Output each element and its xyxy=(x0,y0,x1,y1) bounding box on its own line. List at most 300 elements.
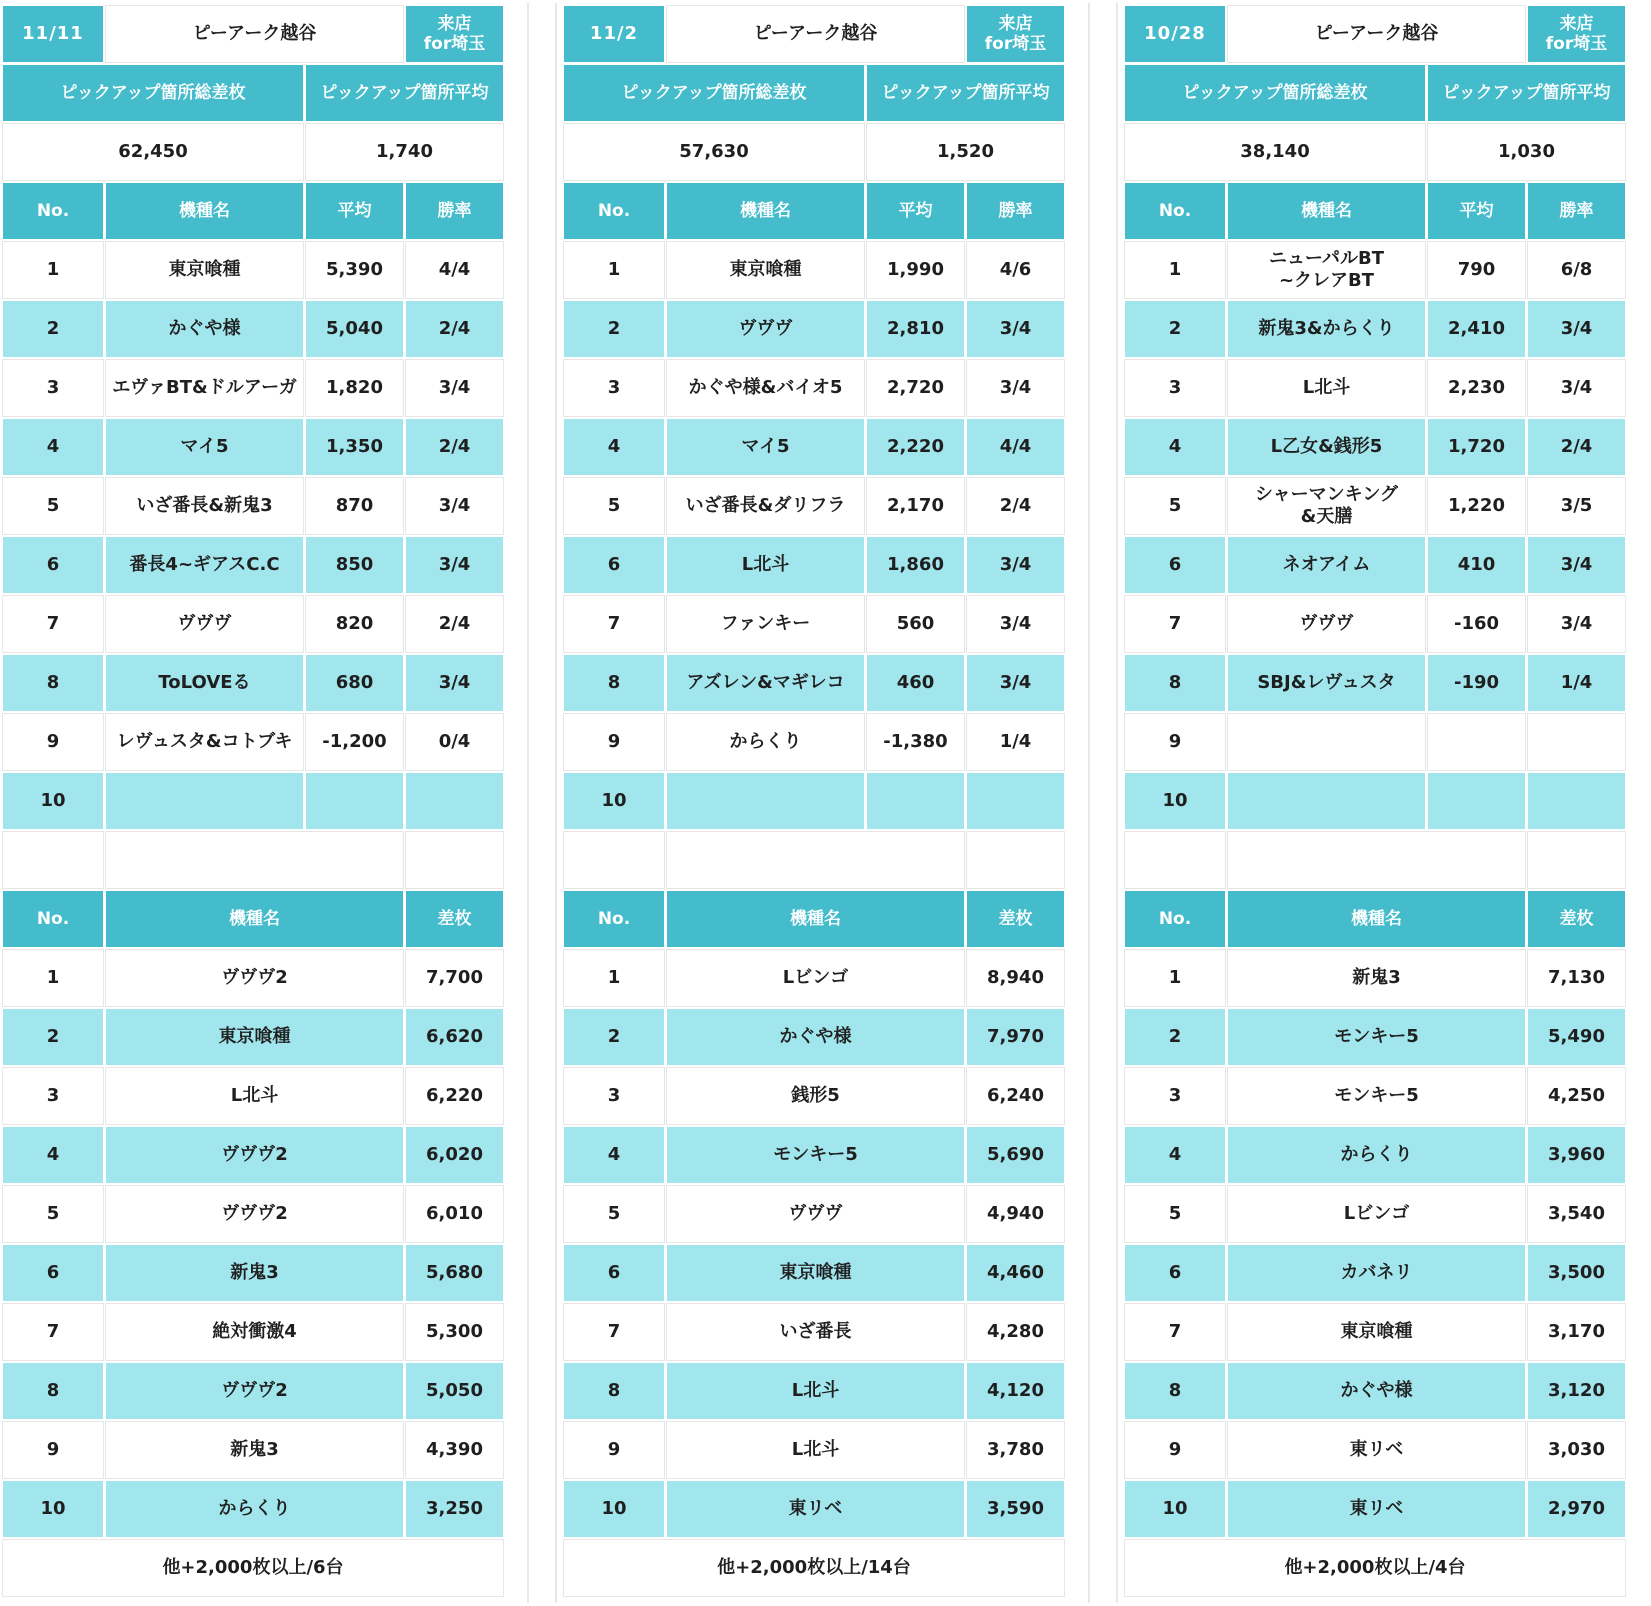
rank-cell: 5 xyxy=(1125,1186,1225,1242)
rank-cell: 6 xyxy=(564,537,664,593)
machine-name-cell: 東京喰種 xyxy=(106,1009,403,1065)
top-row xyxy=(1125,1422,1625,1478)
win-rate-cell: 6/8 xyxy=(1528,242,1625,298)
spacer-cell xyxy=(1125,832,1225,888)
difference-cell: 8,940 xyxy=(967,950,1064,1006)
pickup-row xyxy=(564,478,1064,534)
store-block-2 xyxy=(1122,3,1645,1599)
store-block-0 xyxy=(0,3,523,1599)
rank-cell: 3 xyxy=(3,1068,103,1124)
machine-name-line: 東京喰種 xyxy=(729,259,802,280)
average-cell: 1,350 xyxy=(306,419,403,475)
rank-cell: 6 xyxy=(3,1245,103,1301)
average-cell: -1,380 xyxy=(867,714,964,770)
summary-header-average: ピックアップ箇所平均 xyxy=(867,65,1064,121)
rank-cell: 6 xyxy=(1125,537,1225,593)
win-rate-cell: 3/4 xyxy=(1528,537,1625,593)
pickup-header-cell: 機種名 xyxy=(1228,183,1425,239)
top-header-cell: 差枚 xyxy=(406,891,503,947)
win-rate-cell: 4/6 xyxy=(967,242,1064,298)
machine-name-cell: Lビンゴ xyxy=(667,950,964,1006)
machine-name-line: ToLOVEる xyxy=(158,672,251,693)
pickup-row xyxy=(564,301,1064,357)
machine-name-cell: モンキー5 xyxy=(1228,1009,1525,1065)
footer-note: 他+2,000枚以上/4台 xyxy=(1125,1540,1625,1596)
win-rate-cell: 3/4 xyxy=(406,655,503,711)
win-rate-cell: 1/4 xyxy=(1528,655,1625,711)
summary-header-total: ピックアップ箇所総差枚 xyxy=(3,65,303,121)
machine-name-line: ネオアイム xyxy=(1282,554,1371,575)
machine-name-cell xyxy=(667,537,864,593)
pickup-row xyxy=(564,537,1064,593)
average-cell: -160 xyxy=(1428,596,1525,652)
store-name: ピーアーク越谷 xyxy=(106,6,403,62)
average-cell: 790 xyxy=(1428,242,1525,298)
rank-cell: 7 xyxy=(564,1304,664,1360)
rank-cell: 10 xyxy=(564,773,664,829)
machine-name-cell xyxy=(1228,478,1425,534)
machine-name-line: エヴァBT&ドルアーガ xyxy=(112,377,297,398)
difference-cell: 4,940 xyxy=(967,1186,1064,1242)
pickup-row xyxy=(3,242,503,298)
average-cell: 870 xyxy=(306,478,403,534)
difference-cell: 3,960 xyxy=(1528,1127,1625,1183)
machine-name-cell: 東京喰種 xyxy=(1228,1304,1525,1360)
pickup-row xyxy=(3,714,503,770)
rank-cell: 2 xyxy=(1125,1009,1225,1065)
difference-cell: 4,460 xyxy=(967,1245,1064,1301)
machine-name-cell: 東京喰種 xyxy=(667,1245,964,1301)
average-cell: -190 xyxy=(1428,655,1525,711)
spacer-cell xyxy=(406,832,503,888)
average-cell: -1,200 xyxy=(306,714,403,770)
top-row xyxy=(564,1009,1064,1065)
top-row xyxy=(564,1422,1064,1478)
rank-cell: 10 xyxy=(1125,1481,1225,1537)
win-rate-cell xyxy=(1528,714,1625,770)
pickup-row xyxy=(1125,419,1625,475)
machine-name-line: ~クレアBT xyxy=(1278,270,1375,291)
date-cell: 11/2 xyxy=(564,6,664,62)
top-row xyxy=(1125,1481,1625,1537)
rank-cell: 9 xyxy=(3,1422,103,1478)
difference-cell: 7,130 xyxy=(1528,950,1625,1006)
machine-name-cell xyxy=(106,419,303,475)
pickup-row xyxy=(3,301,503,357)
rank-cell: 1 xyxy=(3,242,103,298)
machine-name-cell: 東リベ xyxy=(1228,1422,1525,1478)
machine-name-line: 新鬼3&からくり xyxy=(1258,318,1395,339)
pickup-row xyxy=(1125,242,1625,298)
machine-name-cell xyxy=(106,478,303,534)
average-cell: 1,220 xyxy=(1428,478,1525,534)
summary-total-value: 38,140 xyxy=(1125,124,1425,180)
win-rate-cell: 3/5 xyxy=(1528,478,1625,534)
rank-cell: 7 xyxy=(3,596,103,652)
pickup-row xyxy=(3,478,503,534)
machine-name-cell: ヴヴヴ2 xyxy=(106,1363,403,1419)
rank-cell: 1 xyxy=(564,950,664,1006)
win-rate-cell: 3/4 xyxy=(967,301,1064,357)
spacer-cell xyxy=(667,832,964,888)
difference-cell: 6,220 xyxy=(406,1068,503,1124)
machine-name-cell xyxy=(1228,301,1425,357)
rank-cell: 10 xyxy=(564,1481,664,1537)
win-rate-cell: 3/4 xyxy=(1528,360,1625,416)
visit-line-2: for埼玉 xyxy=(1545,34,1608,54)
average-cell xyxy=(867,773,964,829)
top-row xyxy=(1125,1363,1625,1419)
win-rate-cell: 3/4 xyxy=(1528,301,1625,357)
win-rate-cell: 3/4 xyxy=(967,596,1064,652)
pickup-header-cell: 平均 xyxy=(1428,183,1525,239)
win-rate-cell: 4/4 xyxy=(967,419,1064,475)
rank-cell: 8 xyxy=(564,1363,664,1419)
machine-name-cell xyxy=(106,773,303,829)
spacer-cell xyxy=(106,832,403,888)
machine-name-line: アズレン&マギレコ xyxy=(686,672,845,693)
average-cell: 680 xyxy=(306,655,403,711)
machine-name-cell: モンキー5 xyxy=(1228,1068,1525,1124)
summary-header-average: ピックアップ箇所平均 xyxy=(1428,65,1625,121)
difference-cell: 4,120 xyxy=(967,1363,1064,1419)
machine-name-cell: 絶対衝激4 xyxy=(106,1304,403,1360)
top-row xyxy=(564,1363,1064,1419)
column-gap xyxy=(527,3,557,1603)
rank-cell: 8 xyxy=(1125,1363,1225,1419)
average-cell: 410 xyxy=(1428,537,1525,593)
top-row xyxy=(3,1009,503,1065)
average-cell: 2,720 xyxy=(867,360,964,416)
machine-name-cell: 新鬼3 xyxy=(1228,950,1525,1006)
summary-total-value: 57,630 xyxy=(564,124,864,180)
pickup-row xyxy=(564,714,1064,770)
machine-name-cell: モンキー5 xyxy=(667,1127,964,1183)
rank-cell: 3 xyxy=(1125,1068,1225,1124)
average-cell: 5,390 xyxy=(306,242,403,298)
rank-cell: 4 xyxy=(3,1127,103,1183)
store-table xyxy=(0,3,506,1599)
machine-name-cell: ヴヴヴ2 xyxy=(106,1186,403,1242)
rank-cell: 6 xyxy=(564,1245,664,1301)
rank-cell: 3 xyxy=(564,1068,664,1124)
machine-name-cell: 新鬼3 xyxy=(106,1245,403,1301)
top-row xyxy=(564,1245,1064,1301)
machine-name-cell xyxy=(667,419,864,475)
machine-name-cell: いざ番長 xyxy=(667,1304,964,1360)
pickup-header-cell: 平均 xyxy=(306,183,403,239)
machine-name-cell xyxy=(106,596,303,652)
machine-name-cell: からくり xyxy=(1228,1127,1525,1183)
top-header-cell: No. xyxy=(3,891,103,947)
pickup-row xyxy=(1125,478,1625,534)
top-header-cell: No. xyxy=(564,891,664,947)
spacer-cell xyxy=(564,832,664,888)
machine-name-cell xyxy=(667,360,864,416)
rank-cell: 8 xyxy=(3,655,103,711)
average-cell xyxy=(306,773,403,829)
machine-name-line: ヴヴヴ xyxy=(738,318,793,339)
store-table xyxy=(561,3,1067,1599)
machine-name-cell: ヴヴヴ2 xyxy=(106,1127,403,1183)
win-rate-cell xyxy=(967,773,1064,829)
average-cell: 1,860 xyxy=(867,537,964,593)
win-rate-cell: 2/4 xyxy=(406,596,503,652)
average-cell: 2,220 xyxy=(867,419,964,475)
rank-cell: 7 xyxy=(3,1304,103,1360)
machine-name-cell: L北斗 xyxy=(667,1363,964,1419)
visit-label xyxy=(967,6,1064,62)
machine-name-line: L北斗 xyxy=(741,554,790,575)
store-name: ピーアーク越谷 xyxy=(667,6,964,62)
difference-cell: 6,240 xyxy=(967,1068,1064,1124)
pickup-header-cell: 平均 xyxy=(867,183,964,239)
machine-name-line: 番長4~ギアスC.C xyxy=(129,554,280,575)
rank-cell: 8 xyxy=(564,655,664,711)
average-cell xyxy=(1428,773,1525,829)
rank-cell: 9 xyxy=(564,1422,664,1478)
machine-name-cell xyxy=(1228,714,1425,770)
machine-name-cell: 新鬼3 xyxy=(106,1422,403,1478)
rank-cell: 2 xyxy=(3,301,103,357)
machine-name-cell: 銭形5 xyxy=(667,1068,964,1124)
top-row xyxy=(3,1245,503,1301)
machine-name-line: かぐや様&バイオ5 xyxy=(688,377,843,398)
pickup-row xyxy=(3,655,503,711)
pickup-row xyxy=(3,773,503,829)
difference-cell: 5,680 xyxy=(406,1245,503,1301)
date-cell: 11/11 xyxy=(3,6,103,62)
rank-cell: 10 xyxy=(3,1481,103,1537)
average-cell: 2,810 xyxy=(867,301,964,357)
visit-label xyxy=(1528,6,1625,62)
date-cell: 10/28 xyxy=(1125,6,1225,62)
top-row xyxy=(1125,1068,1625,1124)
average-cell: 820 xyxy=(306,596,403,652)
win-rate-cell: 3/4 xyxy=(406,537,503,593)
machine-name-line: マイ5 xyxy=(741,436,790,457)
machine-name-cell xyxy=(667,301,864,357)
pickup-row xyxy=(1125,537,1625,593)
rank-cell: 2 xyxy=(1125,301,1225,357)
pickup-header-cell: 勝率 xyxy=(406,183,503,239)
top-header-cell: 機種名 xyxy=(106,891,403,947)
machine-name-line: L乙女&銭形5 xyxy=(1270,436,1383,457)
difference-cell: 7,970 xyxy=(967,1009,1064,1065)
visit-label xyxy=(406,6,503,62)
top-row xyxy=(564,1127,1064,1183)
machine-name-cell: L北斗 xyxy=(106,1068,403,1124)
machine-name-cell xyxy=(667,655,864,711)
win-rate-cell: 3/4 xyxy=(1528,596,1625,652)
top-row xyxy=(1125,1009,1625,1065)
rank-cell: 8 xyxy=(1125,655,1225,711)
store-block-1 xyxy=(561,3,1084,1599)
win-rate-cell: 3/4 xyxy=(967,537,1064,593)
pickup-row xyxy=(3,596,503,652)
footer-note: 他+2,000枚以上/14台 xyxy=(564,1540,1064,1596)
machine-name-cell xyxy=(1228,537,1425,593)
rank-cell: 3 xyxy=(564,360,664,416)
top-row xyxy=(1125,1304,1625,1360)
top-row xyxy=(3,1363,503,1419)
difference-cell: 6,020 xyxy=(406,1127,503,1183)
difference-cell: 4,250 xyxy=(1528,1068,1625,1124)
spacer-cell xyxy=(967,832,1064,888)
machine-name-cell xyxy=(667,478,864,534)
machine-name-cell: カバネリ xyxy=(1228,1245,1525,1301)
difference-cell: 3,170 xyxy=(1528,1304,1625,1360)
rank-cell: 5 xyxy=(3,1186,103,1242)
summary-header-total: ピックアップ箇所総差枚 xyxy=(1125,65,1425,121)
pickup-row xyxy=(564,773,1064,829)
top-row xyxy=(564,1304,1064,1360)
machine-name-line: ファンキー xyxy=(720,613,811,634)
average-cell: 2,230 xyxy=(1428,360,1525,416)
average-cell: 5,040 xyxy=(306,301,403,357)
machine-name-cell: ヴヴヴ xyxy=(667,1186,964,1242)
difference-cell: 5,690 xyxy=(967,1127,1064,1183)
machine-name-cell xyxy=(106,242,303,298)
difference-cell: 3,030 xyxy=(1528,1422,1625,1478)
machine-name-cell xyxy=(1228,419,1425,475)
machine-name-line: シャーマンキング xyxy=(1254,484,1399,505)
win-rate-cell: 2/4 xyxy=(967,478,1064,534)
rank-cell: 9 xyxy=(3,714,103,770)
summary-header-total: ピックアップ箇所総差枚 xyxy=(564,65,864,121)
rank-cell: 3 xyxy=(3,360,103,416)
machine-name-line: いざ番長&新鬼3 xyxy=(136,495,273,516)
rank-cell: 4 xyxy=(564,1127,664,1183)
machine-name-line: ヴヴヴ xyxy=(1299,613,1354,634)
machine-name-cell xyxy=(1228,773,1425,829)
rank-cell: 10 xyxy=(3,773,103,829)
pickup-row xyxy=(564,242,1064,298)
difference-cell: 3,540 xyxy=(1528,1186,1625,1242)
average-cell: 1,720 xyxy=(1428,419,1525,475)
difference-cell: 3,250 xyxy=(406,1481,503,1537)
machine-name-cell xyxy=(106,537,303,593)
pickup-header-cell: No. xyxy=(564,183,664,239)
top-row xyxy=(564,950,1064,1006)
visit-line-1: 来店 xyxy=(437,14,472,34)
summary-average-value: 1,740 xyxy=(306,124,503,180)
difference-cell: 5,490 xyxy=(1528,1009,1625,1065)
machine-name-cell xyxy=(1228,596,1425,652)
difference-cell: 6,010 xyxy=(406,1186,503,1242)
difference-cell: 3,500 xyxy=(1528,1245,1625,1301)
rank-cell: 5 xyxy=(3,478,103,534)
machine-name-cell: かぐや様 xyxy=(1228,1363,1525,1419)
win-rate-cell: 3/4 xyxy=(967,655,1064,711)
spacer-cell xyxy=(1528,832,1625,888)
rank-cell: 3 xyxy=(1125,360,1225,416)
top-row xyxy=(564,1068,1064,1124)
machine-name-cell xyxy=(106,301,303,357)
visit-line-2: for埼玉 xyxy=(984,34,1047,54)
machine-name-cell: からくり xyxy=(106,1481,403,1537)
rank-cell: 4 xyxy=(1125,419,1225,475)
top-header-cell: 機種名 xyxy=(1228,891,1525,947)
top-row xyxy=(1125,950,1625,1006)
top-row xyxy=(3,950,503,1006)
rank-cell: 7 xyxy=(1125,1304,1225,1360)
win-rate-cell: 0/4 xyxy=(406,714,503,770)
summary-average-value: 1,030 xyxy=(1428,124,1625,180)
top-row xyxy=(3,1068,503,1124)
average-cell: 2,170 xyxy=(867,478,964,534)
difference-cell: 3,590 xyxy=(967,1481,1064,1537)
difference-cell: 2,970 xyxy=(1528,1481,1625,1537)
machine-name-line: 東京喰種 xyxy=(168,259,241,280)
difference-cell: 4,390 xyxy=(406,1422,503,1478)
machine-name-line: かぐや様 xyxy=(168,318,241,339)
pickup-row xyxy=(564,419,1064,475)
difference-cell: 5,050 xyxy=(406,1363,503,1419)
win-rate-cell: 1/4 xyxy=(967,714,1064,770)
machine-name-cell xyxy=(1228,242,1425,298)
rank-cell: 4 xyxy=(1125,1127,1225,1183)
top-row xyxy=(1125,1186,1625,1242)
machine-name-cell: 東リベ xyxy=(1228,1481,1525,1537)
pickup-row xyxy=(1125,301,1625,357)
machine-name-cell: 東リベ xyxy=(667,1481,964,1537)
rank-cell: 1 xyxy=(564,242,664,298)
summary-total-value: 62,450 xyxy=(3,124,303,180)
pickup-row xyxy=(1125,360,1625,416)
machine-name-cell: ヴヴヴ2 xyxy=(106,950,403,1006)
top-row xyxy=(3,1127,503,1183)
average-cell: 560 xyxy=(867,596,964,652)
store-name: ピーアーク越谷 xyxy=(1228,6,1525,62)
machine-name-line: &天膳 xyxy=(1300,506,1353,527)
top-row xyxy=(3,1422,503,1478)
visit-line-2: for埼玉 xyxy=(423,34,486,54)
rank-cell: 9 xyxy=(1125,714,1225,770)
footer-note: 他+2,000枚以上/6台 xyxy=(3,1540,503,1596)
win-rate-cell: 2/4 xyxy=(1528,419,1625,475)
rank-cell: 7 xyxy=(564,596,664,652)
pickup-header-cell: 機種名 xyxy=(667,183,864,239)
machine-name-cell xyxy=(667,596,864,652)
pickup-row xyxy=(1125,655,1625,711)
average-cell: 460 xyxy=(867,655,964,711)
spacer-cell xyxy=(3,832,103,888)
pickup-row xyxy=(1125,714,1625,770)
top-header-cell: 差枚 xyxy=(1528,891,1625,947)
rank-cell: 8 xyxy=(3,1363,103,1419)
pickup-header-cell: No. xyxy=(3,183,103,239)
summary-average-value: 1,520 xyxy=(867,124,1064,180)
rank-cell: 1 xyxy=(1125,242,1225,298)
average-cell xyxy=(1428,714,1525,770)
pickup-row xyxy=(3,419,503,475)
pickup-row xyxy=(564,655,1064,711)
top-row xyxy=(3,1304,503,1360)
pickup-row xyxy=(1125,773,1625,829)
column-gap xyxy=(1088,3,1118,1603)
win-rate-cell: 2/4 xyxy=(406,301,503,357)
machine-name-line: SBJ&レヴュスタ xyxy=(1257,672,1396,693)
machine-name-cell: かぐや様 xyxy=(667,1009,964,1065)
top-row xyxy=(3,1186,503,1242)
pickup-row xyxy=(564,360,1064,416)
rank-cell: 7 xyxy=(1125,596,1225,652)
rank-cell: 9 xyxy=(1125,1422,1225,1478)
rank-cell: 2 xyxy=(564,1009,664,1065)
rank-cell: 10 xyxy=(1125,773,1225,829)
machine-name-line: マイ5 xyxy=(180,436,229,457)
